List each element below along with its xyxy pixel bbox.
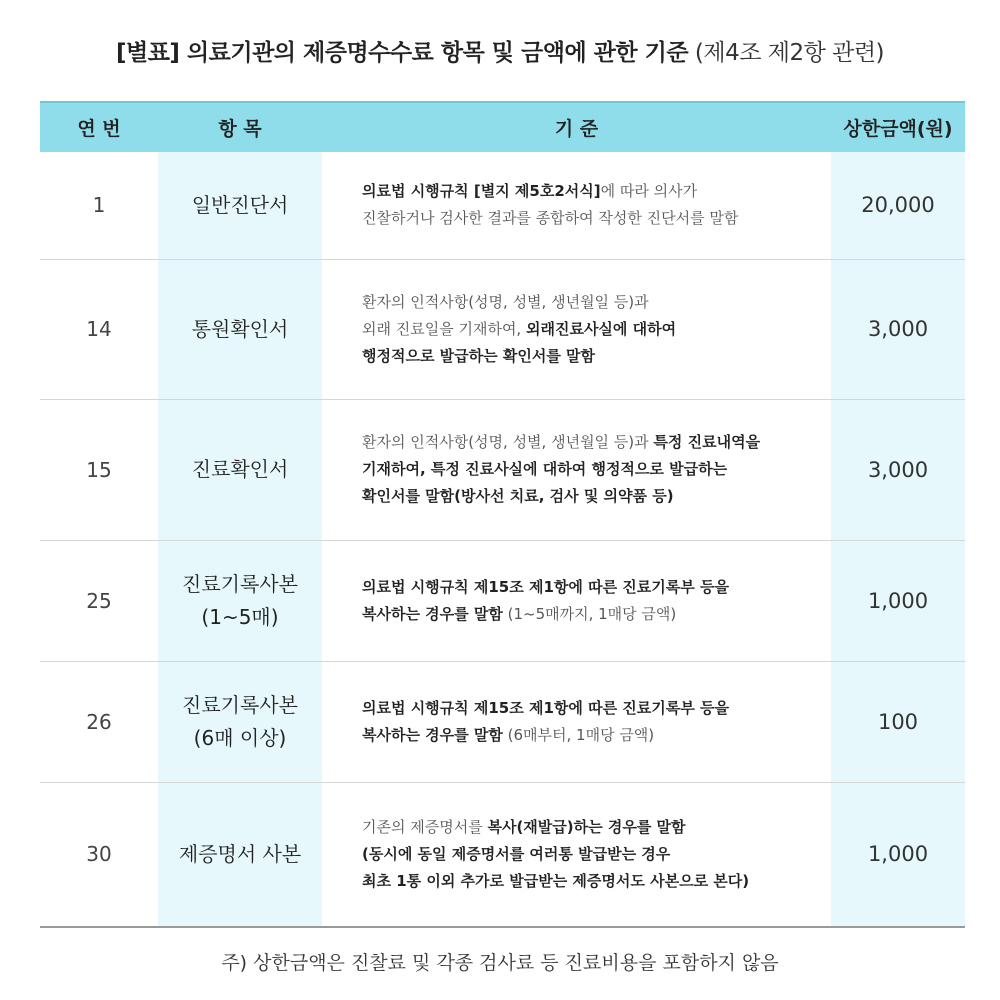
criteria-text-bold: 외래진료사실에 대하여	[525, 319, 677, 338]
item-name-cell	[158, 782, 322, 927]
fee-table-header	[40, 102, 965, 152]
criteria-cell	[322, 259, 831, 399]
table-row	[40, 259, 965, 399]
criteria-cell	[322, 540, 831, 661]
criteria-text-bold: 복사하는 경우를 말함	[362, 725, 503, 744]
item-name-cell	[158, 259, 322, 399]
criteria-line	[362, 178, 831, 205]
criteria-cell	[322, 661, 831, 782]
criteria-line	[362, 289, 831, 316]
table-row	[40, 661, 965, 782]
criteria-text-bold: 복사하는 경우를 말함	[362, 604, 503, 623]
item-name-cell	[158, 152, 322, 259]
page-title-sub: (제4조 제2항 관련)	[694, 40, 885, 66]
criteria-line	[362, 316, 831, 343]
item-name: 진료확인서	[191, 457, 289, 481]
criteria-line	[362, 868, 831, 895]
criteria-cell	[322, 152, 831, 259]
fee-table-body	[40, 152, 965, 927]
criteria-line	[362, 483, 831, 510]
criteria-text-bold: 의료법 시행규칙 제15조 제1항에 따른 진료기록부 등을	[362, 698, 729, 717]
item-name-cell	[158, 540, 322, 661]
criteria-text-bold: 특정 진료내역을	[653, 433, 761, 451]
serial-number-cell: 25	[40, 540, 158, 661]
page-title-main: [별표] 의료기관의 제증명수수료 항목 및 금액에 관한 기준	[115, 40, 689, 66]
criteria-cell	[322, 399, 831, 540]
header-max-amount: 상한금액(원)	[831, 102, 965, 152]
max-amount-cell: 3,000	[831, 399, 965, 540]
criteria-line	[362, 695, 831, 722]
max-amount-cell: 1,000	[831, 540, 965, 661]
item-sub-label: (1~5매)	[201, 604, 279, 629]
criteria-line	[362, 456, 831, 483]
item-name: 진료기록사본	[182, 571, 298, 596]
criteria-text: 에 따라 의사가	[600, 182, 698, 201]
header-criteria: 기 준	[322, 102, 831, 152]
criteria-cell	[322, 782, 831, 927]
criteria-line	[362, 722, 831, 749]
max-amount-cell: 1,000	[831, 782, 965, 927]
criteria-line	[362, 343, 831, 370]
table-row	[40, 540, 965, 661]
item-name-cell	[158, 661, 322, 782]
item-name-cell	[158, 399, 322, 540]
max-amount-cell: 100	[831, 661, 965, 782]
criteria-text: 기존의 제증명서를	[362, 817, 488, 836]
page-title	[0, 34, 1000, 67]
criteria-text: 환자의 인적사항(성명, 성별, 생년월일 등)과	[362, 433, 654, 451]
item-sub-label: (6매 이상)	[193, 725, 287, 750]
criteria-text-bold: 복사(재발급)하는 경우를 말함	[487, 817, 686, 836]
item-name: 통원확인서	[191, 316, 289, 341]
table-row	[40, 782, 965, 927]
header-row	[40, 102, 965, 152]
criteria-text-bold: 최초 1통 이외 추가로 발급받는 제증명서도 사본으로 본다)	[362, 871, 750, 890]
criteria-text: 진찰하거나 검사한 결과를 종합하여 작성한 진단서를 말함	[362, 209, 739, 228]
criteria-line	[362, 814, 831, 841]
criteria-text: (6매부터, 1매당 금액)	[502, 725, 655, 744]
criteria-line	[362, 601, 831, 628]
criteria-text: 외래 진료일을 기재하여,	[362, 319, 526, 338]
criteria-text-bold: 의료법 시행규칙 제15조 제1항에 따른 진료기록부 등을	[362, 577, 729, 596]
header-serial-number: 연 번	[40, 102, 158, 152]
header-item: 항 목	[158, 102, 322, 152]
criteria-line	[362, 574, 831, 601]
criteria-text-bold: (동시에 동일 제증명서를 여러통 발급받는 경우	[362, 844, 671, 863]
serial-number-cell: 30	[40, 782, 158, 927]
criteria-text-bold: 확인서를 말함(방사선 치료, 검사 및 의약품 등)	[362, 487, 674, 505]
fee-table	[40, 101, 965, 928]
item-name: 제증명서 사본	[178, 841, 302, 866]
serial-number-cell: 14	[40, 259, 158, 399]
criteria-line	[362, 429, 831, 456]
footnote: 주) 상한금액은 진찰료 및 각종 검사료 등 진료비용을 포함하지 않음	[221, 952, 779, 974]
max-amount-cell: 3,000	[831, 259, 965, 399]
serial-number-cell: 1	[40, 152, 158, 259]
table-row	[40, 152, 965, 259]
criteria-line	[362, 205, 831, 232]
max-amount-cell: 20,000	[831, 152, 965, 259]
table-row	[40, 399, 965, 540]
criteria-text: 환자의 인적사항(성명, 성별, 생년월일 등)과	[362, 292, 649, 311]
criteria-line	[362, 841, 831, 868]
criteria-text-bold: 행정적으로 발급하는 확인서를 말함	[362, 346, 596, 365]
serial-number-cell: 26	[40, 661, 158, 782]
criteria-text: (1~5매까지, 1매당 금액)	[502, 604, 677, 623]
serial-number-cell: 15	[40, 399, 158, 540]
item-name: 일반진단서	[191, 192, 289, 217]
criteria-text-bold: 의료법 시행규칙 [별지 제5호2서식]	[362, 182, 601, 201]
criteria-text-bold: 기재하여, 특정 진료사실에 대하여 행정적으로 발급하는	[362, 460, 728, 478]
item-name: 진료기록사본	[182, 692, 298, 717]
